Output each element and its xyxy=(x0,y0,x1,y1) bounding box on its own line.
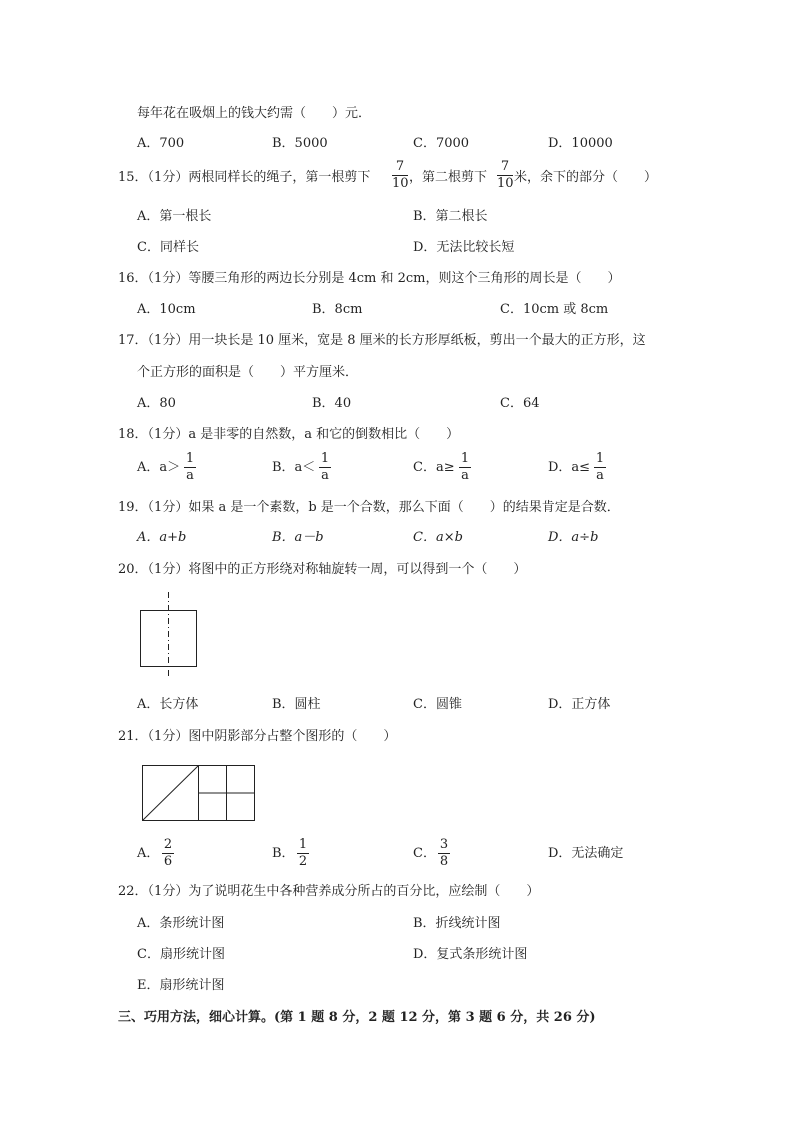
q18-option-a-fraction xyxy=(184,452,196,483)
q18-option-b-denominator: a xyxy=(321,468,329,483)
q20-option-c[interactable]: C．圆锥 xyxy=(413,697,462,712)
q18-option-c-fraction xyxy=(459,452,471,483)
q21-option-a-numerator: 2 xyxy=(163,837,173,852)
q15-option-d[interactable]: D．无法比较长短 xyxy=(413,240,515,255)
q16-option-c[interactable]: C．10cm 或 8cm xyxy=(500,302,609,317)
q21-option-c-denominator: 8 xyxy=(439,854,449,869)
q18-option-c[interactable]: C．a≥ xyxy=(413,460,455,475)
q20-option-a[interactable]: A．长方体 xyxy=(137,697,199,712)
q21-option-a-denominator: 6 xyxy=(163,854,173,869)
q15-option-b[interactable]: B．第二根长 xyxy=(413,209,488,224)
q21-option-c[interactable]: C． xyxy=(413,846,436,861)
q21-option-a-fraction xyxy=(162,838,174,869)
q15-stem-part-c: 米，余下的部分（ ） xyxy=(514,170,658,185)
q22-option-e[interactable]: E．扇形统计图 xyxy=(137,978,225,993)
section-3-heading: 三、巧用方法，细心计算。(第 1 题 8 分，2 题 12 分，第 3 题 6 分，共 26 分) xyxy=(118,1010,596,1025)
q15-fraction-1-denominator: 10 xyxy=(392,176,409,191)
q15-fraction-2-numerator: 7 xyxy=(497,160,513,176)
q21-option-b-fraction xyxy=(297,838,309,869)
q16-option-a[interactable]: A．10cm xyxy=(137,302,196,317)
q21-option-b[interactable]: B． xyxy=(272,846,295,861)
q17-option-c[interactable]: C．64 xyxy=(500,396,540,411)
q21-option-c-fraction xyxy=(438,838,450,869)
q14-option-a[interactable]: A．700 xyxy=(137,136,185,151)
q20-option-d[interactable]: D．正方体 xyxy=(548,697,611,712)
q21-diagonal xyxy=(143,766,199,821)
q16-option-b[interactable]: B．8cm xyxy=(312,302,363,317)
q18-option-c-numerator: 1 xyxy=(460,451,470,466)
q18-option-b[interactable]: B．a＜ xyxy=(272,460,316,475)
q21-grid-figure xyxy=(140,763,258,823)
q14-option-c[interactable]: C．7000 xyxy=(413,136,470,151)
q17-option-a[interactable]: A．80 xyxy=(137,396,176,411)
q21-option-b-numerator: 1 xyxy=(298,837,308,852)
q15-fraction-2 xyxy=(497,160,513,191)
q16-stem: 16．（1分）等腰三角形的两边长分别是 4cm 和 2cm，则这个三角形的周长是（ ） xyxy=(118,271,621,286)
q21-option-b-denominator: 2 xyxy=(298,854,308,869)
q15-fraction-1 xyxy=(392,160,408,191)
q18-option-c-denominator: a xyxy=(461,468,469,483)
q18-option-b-fraction xyxy=(319,452,331,483)
q18-option-d[interactable]: D．a≤ xyxy=(548,460,591,475)
q15-stem-part-a: 15．（1分）两根同样长的绳子，第一根剪下 xyxy=(118,170,371,185)
q22-option-a[interactable]: A．条形统计图 xyxy=(137,916,225,931)
q14-stem-continuation: 每年花在吸烟上的钱大约需（ ）元． xyxy=(137,106,372,121)
q15-stem-part-b: ，第二根剪下 xyxy=(409,170,488,185)
q20-stem: 20．（1分）将图中的正方形绕对称轴旋转一周，可以得到一个（ ） xyxy=(118,562,527,577)
q22-stem: 22．（1分）为了说明花生中各种营养成分所占的百分比，应绘制（ ） xyxy=(118,884,540,899)
q18-stem: 18．（1分）a 是非零的自然数，a 和它的倒数相比（ ） xyxy=(118,427,460,442)
q21-option-c-numerator: 3 xyxy=(439,837,449,852)
q22-option-b[interactable]: B．折线统计图 xyxy=(413,916,501,931)
q19-option-a[interactable]: A．a+b xyxy=(137,530,187,545)
q18-option-a-denominator: a xyxy=(186,468,194,483)
q14-option-b[interactable]: B．5000 xyxy=(272,136,328,151)
q21-option-d[interactable]: D．无法确定 xyxy=(548,846,624,861)
q18-option-a-numerator: 1 xyxy=(185,451,195,466)
q17-stem-line-1: 17．（1分）用一块长是 10 厘米，宽是 8 厘米的长方形厚纸板，剪出一个最大的正方形，这 xyxy=(118,333,646,348)
q17-stem-line-2: 个正方形的面积是（ ）平方厘米． xyxy=(137,365,359,380)
q17-option-b[interactable]: B．40 xyxy=(312,396,352,411)
q18-option-d-denominator: a xyxy=(596,468,604,483)
q15-option-c[interactable]: C．同样长 xyxy=(137,240,199,255)
q21-option-a[interactable]: A． xyxy=(137,846,160,861)
q19-option-d[interactable]: D．a÷b xyxy=(548,530,599,545)
q21-stem: 21．（1分）图中阴影部分占整个图形的（ ） xyxy=(118,729,397,744)
q14-option-d[interactable]: D．10000 xyxy=(548,136,613,151)
q18-option-b-numerator: 1 xyxy=(320,451,330,466)
q22-option-c[interactable]: C．扇形统计图 xyxy=(137,947,225,962)
q15-fraction-1-numerator: 7 xyxy=(392,160,408,176)
q15-fraction-2-denominator: 10 xyxy=(497,176,514,191)
q18-option-d-fraction xyxy=(594,452,606,483)
q20-square-axis-figure xyxy=(130,588,210,680)
q19-option-c[interactable]: C．a×b xyxy=(413,530,463,545)
q18-option-a[interactable]: A．a＞ xyxy=(137,460,181,475)
q15-option-a[interactable]: A．第一根长 xyxy=(137,209,212,224)
q19-stem: 19．（1分）如果 a 是一个素数，b 是一个合数，那么下面（ ）的结果肯定是合数． xyxy=(118,500,620,515)
q18-option-d-numerator: 1 xyxy=(595,451,605,466)
q20-option-b[interactable]: B．圆柱 xyxy=(272,697,321,712)
q19-option-b[interactable]: B．a－b xyxy=(272,530,324,545)
q22-option-d[interactable]: D．复式条形统计图 xyxy=(413,947,528,962)
